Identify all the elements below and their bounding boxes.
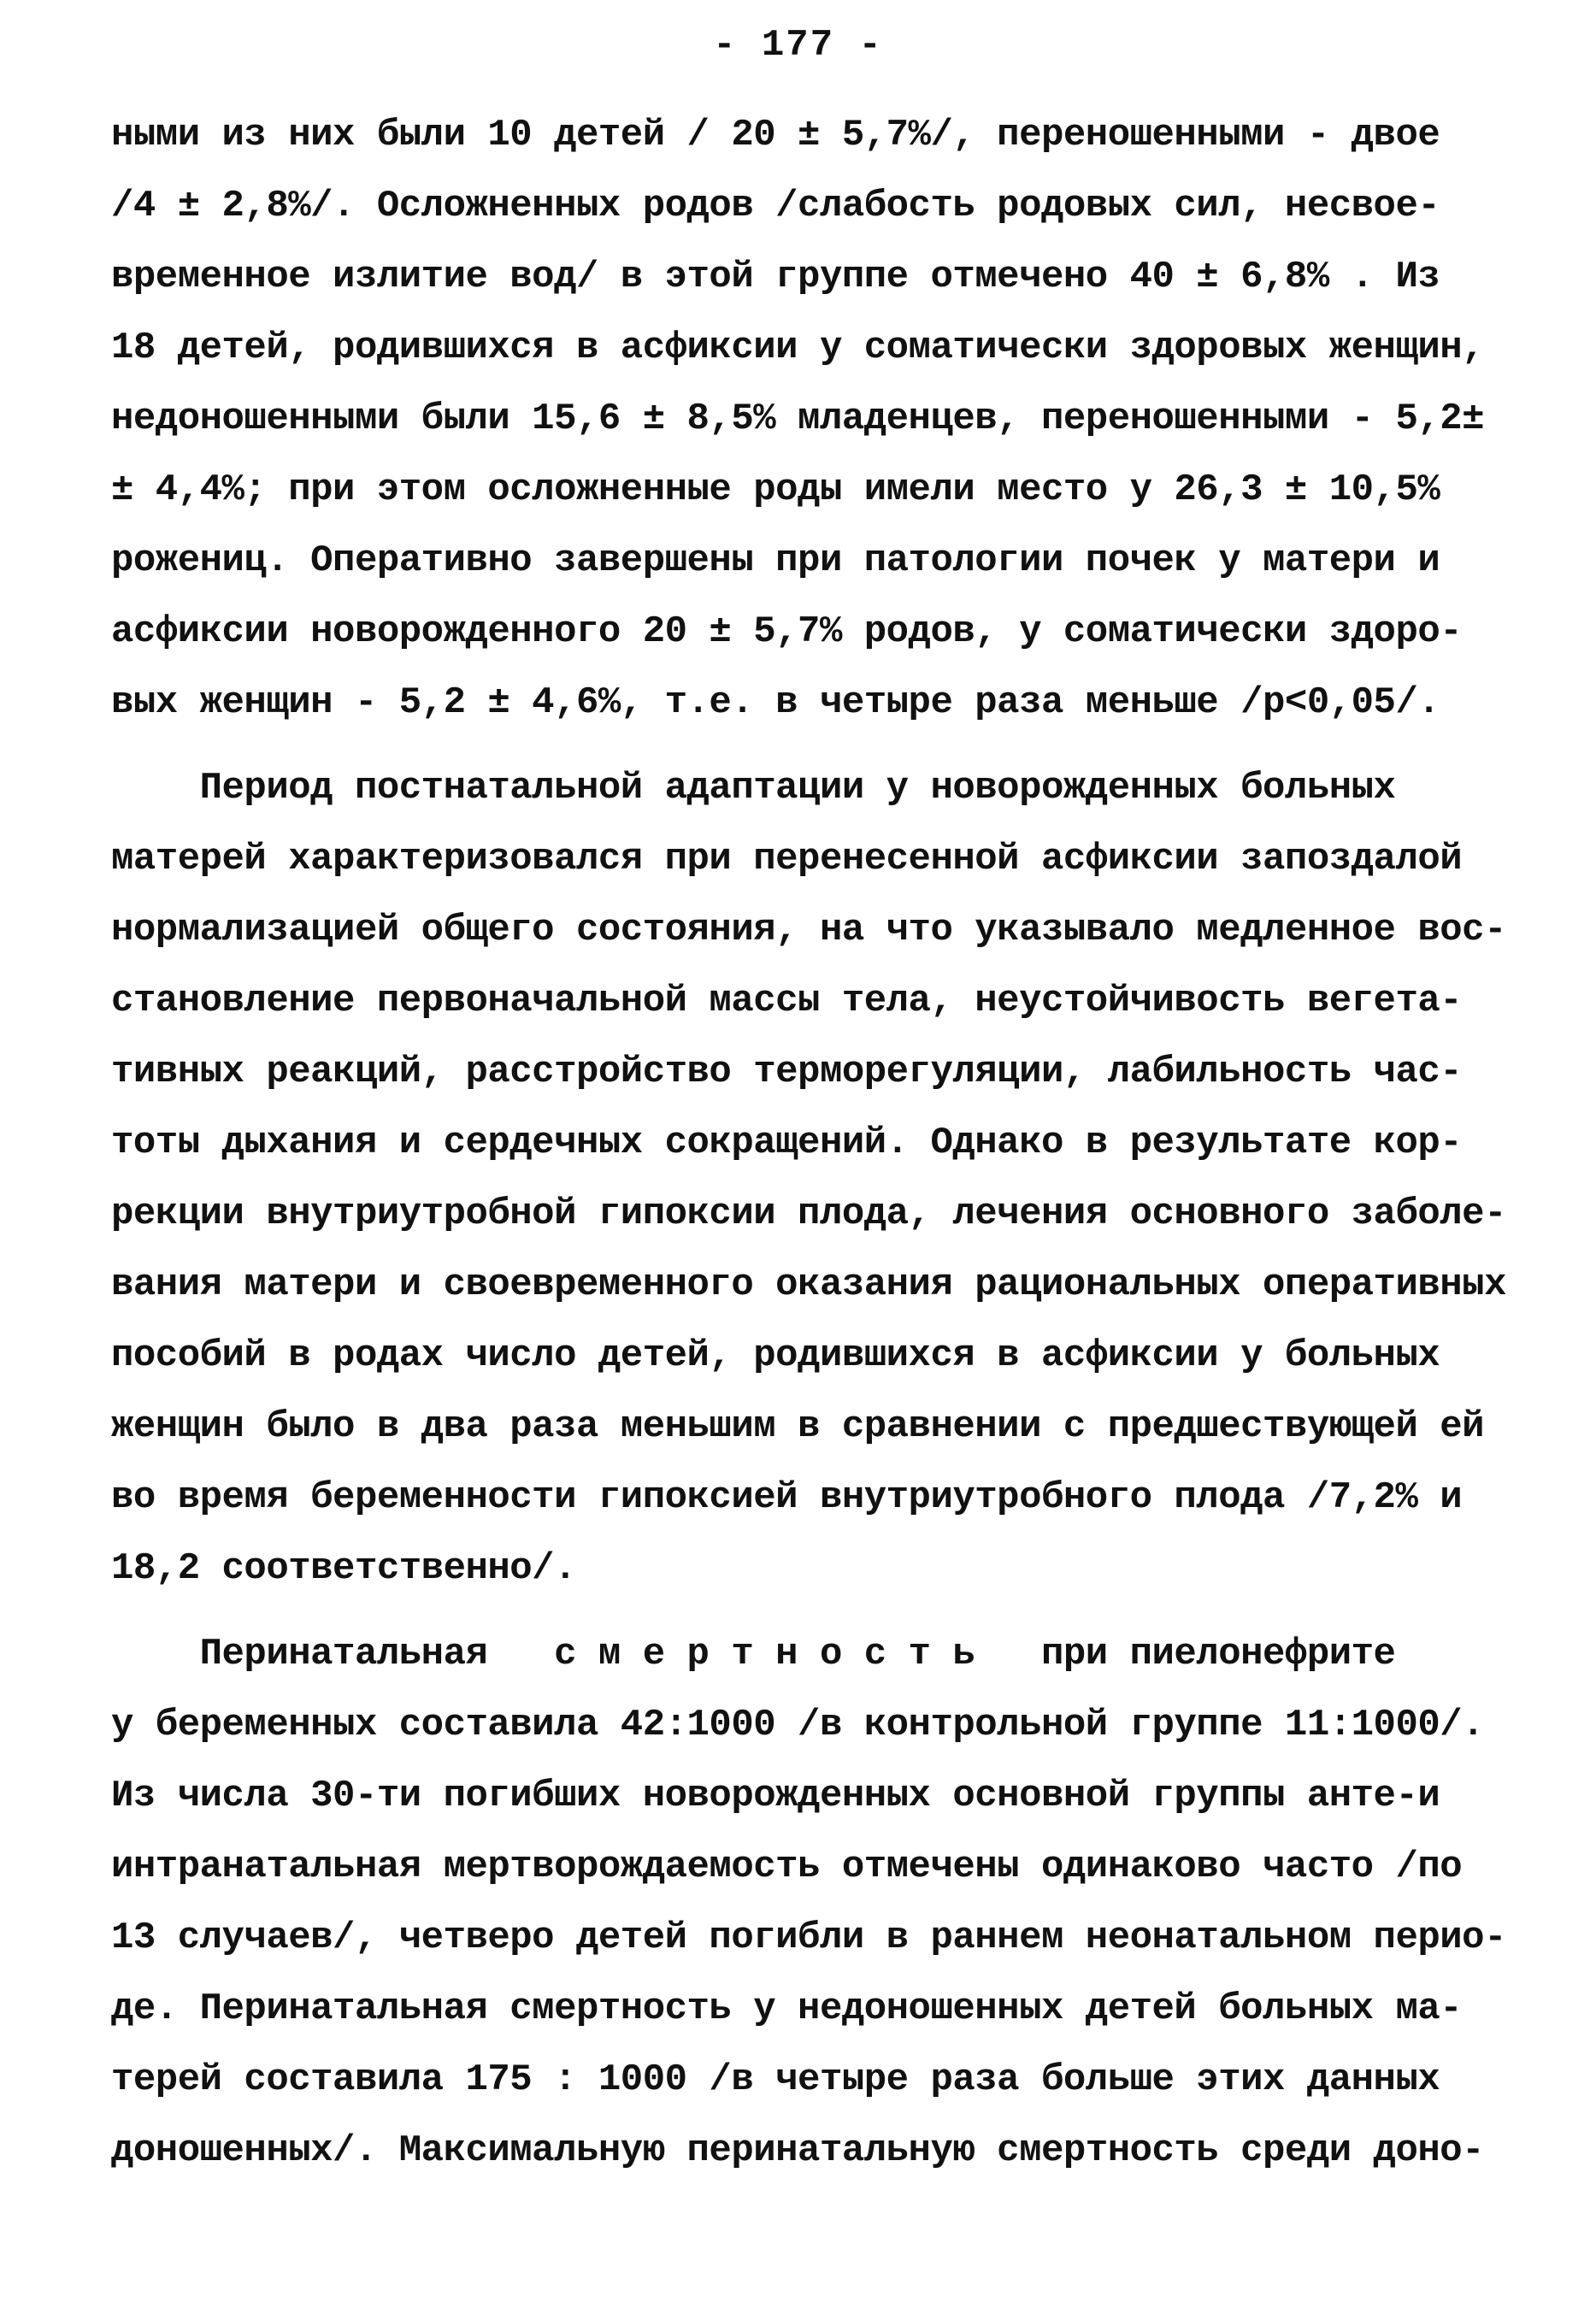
text-line: недоношенными были 15,6 ± 8,5% младенцев, переношенными - 5,2±	[111, 397, 1485, 440]
text-line: интранатальная мертворождаемость отмечены одинаково часто /по	[111, 1846, 1463, 1888]
text-line: вания матери и своевременного оказания рациональных оперативных	[111, 1263, 1506, 1306]
text-line: становление первоначальной массы тела, неустойчивость вегета-	[111, 980, 1463, 1022]
text-line: /4 ± 2,8%/. Осложненных родов /слабость родовых сил, несвое-	[111, 185, 1440, 227]
text-line: 13 случаев/, четверо детей погибли в раннем неонатальном перио-	[111, 1916, 1506, 1959]
text-line: рожениц. Оперативно завершены при патологии почек у матери и	[111, 539, 1440, 582]
text-line: женщин было в два раза меньшим в сравнении с предшествующей ей	[111, 1405, 1485, 1448]
text-line: терей составила 175 : 1000 /в четыре раза больше этих данных	[111, 2058, 1440, 2101]
text-line: асфиксии новорожденного 20 ± 5,7% родов, у соматически здоро-	[111, 610, 1463, 653]
text-line: у беременных составила 42:1000 /в контрольной группе 11:1000/.	[111, 1704, 1485, 1746]
text-line: матерей характеризовался при перенесенной асфиксии запоздалой	[111, 838, 1463, 880]
text-line: во время беременности гипоксией внутриутробного плода /7,2% и	[111, 1476, 1463, 1519]
text-line: рекции внутриутробной гипоксии плода, лечения основного заболе-	[111, 1192, 1506, 1235]
page-number: - 177 -	[713, 24, 883, 67]
text-line: ± 4,4%; при этом осложненные роды имели место у 26,3 ± 10,5%	[111, 468, 1440, 511]
text-line: тоты дыхания и сердечных сокращений. Однако в результате кор-	[111, 1122, 1463, 1164]
text-line: нормализацией общего состояния, на что указывало медленное вос-	[111, 909, 1506, 951]
text-line: Перинатальная с м е р т н о с т ь при пиелонефрите	[111, 1633, 1396, 1675]
text-line: Из числа 30-ти погибших новорожденных основной группы анте-и	[111, 1775, 1440, 1817]
text-line: 18,2 соответственно/.	[111, 1547, 576, 1590]
text-line: пособий в родах число детей, родившихся в асфиксии у больных	[111, 1334, 1440, 1377]
text-line: тивных реакций, расстройство терморегуляции, лабильность час-	[111, 1051, 1463, 1093]
text-line: временное излитие вод/ в этой группе отмечено 40 ± 6,8% . Из	[111, 256, 1440, 298]
text-line: Период постнатальной адаптации у новорожденных больных	[111, 767, 1396, 810]
text-line: ными из них были 10 детей / 20 ± 5,7%/, переношенными - двое	[111, 114, 1440, 156]
text-line: доношенных/. Максимальную перинатальную смертность среди доно-	[111, 2129, 1485, 2172]
text-line: де. Перинатальная смертность у недоношенных детей больных ма-	[111, 1987, 1463, 2030]
text-line: 18 детей, родившихся в асфиксии у соматически здоровых женщин,	[111, 327, 1485, 369]
text-line: вых женщин - 5,2 ± 4,6%, т.е. в четыре раза меньше /р<0,05/.	[111, 681, 1440, 724]
